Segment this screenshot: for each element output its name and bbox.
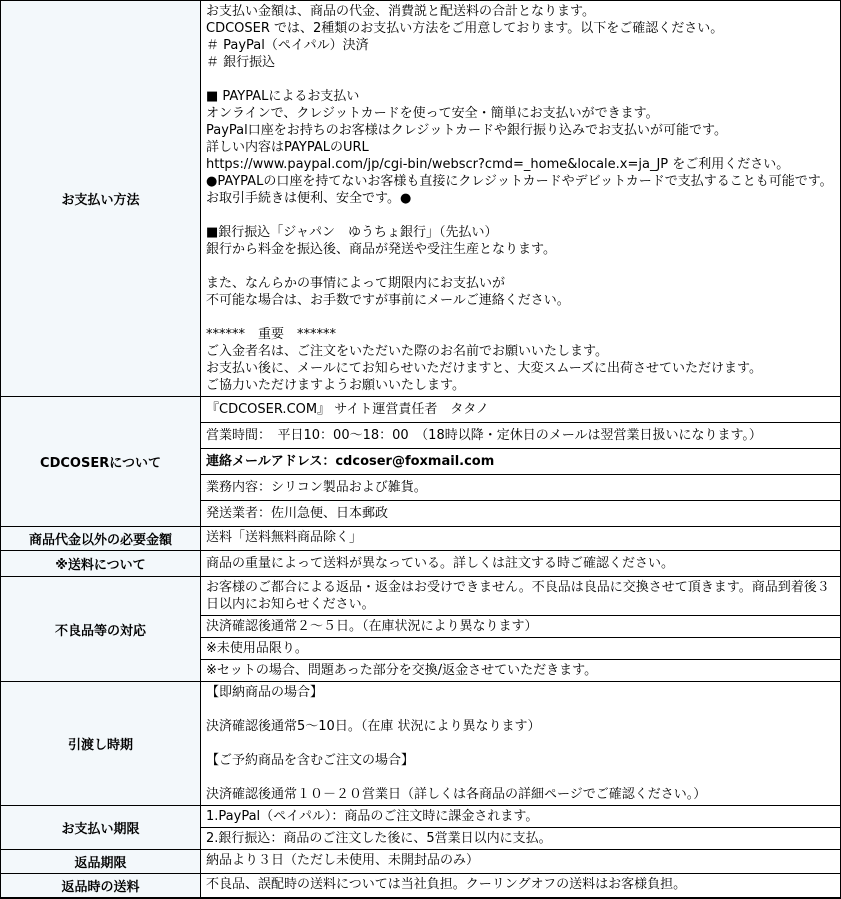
row-content — [201, 397, 840, 526]
text-line: お支払い金額は、商品の代金、消費説と配送料の合計となります。 — [206, 4, 595, 19]
row-header: 引渡し時期 — [1, 682, 201, 805]
row-cell — [201, 874, 840, 897]
text-line: ****** 重要 ****** — [206, 327, 337, 342]
table-row — [1, 850, 840, 874]
table-row — [1, 397, 840, 527]
text-line: 営業時間： 平日10：00～18：00 （18時以降・定休日のメールは翌営業日扱いになります。） — [206, 428, 762, 443]
table-row — [1, 551, 840, 577]
row-header: 不良品等の対応 — [1, 577, 201, 681]
row-content — [201, 577, 840, 681]
text-line: 1.PayPal（ペイパル）：商品のご注文時に課金されます。 — [206, 809, 539, 824]
table-row — [1, 577, 840, 682]
text-line: 不可能な場合は、お手数ですが事前にメールご連絡ください。 — [206, 293, 570, 308]
row-header: お支払い期限 — [1, 806, 201, 849]
text-line: 『CDCOSER.COM』 サイト運営責任者 タタノ — [206, 402, 489, 417]
text-line: 業務内容：シリコン製品および雑貨。 — [206, 480, 427, 495]
row-content — [201, 551, 840, 576]
row-cell — [201, 577, 840, 616]
text-line: ＃ 銀行振込 — [206, 55, 276, 70]
text-line: ■ PAYPALによるお支払い — [206, 89, 360, 104]
table-row — [1, 806, 840, 850]
row-content — [201, 874, 840, 897]
text-line: ご協力いただけますようお願いいたします。 — [206, 378, 465, 393]
row-content — [201, 806, 840, 849]
table-row — [1, 874, 840, 897]
text-line: また、なんらかの事情によって期限内にお支払いが — [206, 276, 506, 291]
text-line: オンラインで、クレジットカードを使って安全・簡単にお支払いができます。 — [206, 106, 659, 121]
text-line: 銀行から料金を振込後、商品が発送や受注生産となります。 — [206, 242, 556, 257]
text-line: 送料「送料無料商品除く」 — [206, 530, 363, 545]
text-line: ＃ PayPal（ペイパル）決済 — [206, 38, 369, 53]
text-line: ●PAYPALの口座を持てないお客様も直接にクレジットカードやデビットカードで支払することも可能です。 — [206, 174, 833, 189]
row-header: お支払い方法 — [1, 1, 201, 396]
text-line: 発送業者：佐川急便、日本郵政 — [206, 506, 389, 521]
row-header: CDCOSERについて — [1, 397, 201, 526]
row-header: ※送料について — [1, 551, 201, 576]
row-cell — [201, 660, 840, 681]
text-line: ※セットの場合、問題あった部分を交換/返金させていただきます。 — [206, 663, 598, 678]
row-cell — [201, 638, 840, 660]
row-cell — [201, 423, 840, 449]
row-cell — [201, 551, 840, 576]
text-line — [206, 309, 835, 326]
text-line: 【即納商品の場合】 — [206, 685, 324, 700]
text-line — [206, 769, 835, 786]
text-line: 商品の重量によって送料が異なっている。詳しくは註文する時ご確認ください。 — [206, 556, 675, 571]
text-line: ※未使用品限り。 — [206, 641, 308, 656]
text-line: 詳しい内容はPAYPALのURL — [206, 140, 369, 155]
row-header: 商品代金以外の必要金額 — [1, 527, 201, 550]
row-header: 返品時の送料 — [1, 874, 201, 897]
row-content — [201, 527, 840, 550]
text-line: 2.銀行振込：商品のご注文した後に、5営業日以内に支払。 — [206, 831, 552, 846]
text-line: CDCOSER では、2種類のお支払い方法をご用意しております。以下をご確認ください。 — [206, 21, 724, 36]
row-content — [201, 682, 840, 805]
text-line: 決済確認後通常5～10日。（在庫 状況により異なります） — [206, 719, 541, 734]
row-cell — [201, 828, 840, 849]
text-line — [206, 701, 835, 718]
text-line: 連絡メールアドレス：cdcoser@foxmail.com — [206, 454, 495, 469]
text-line: https://www.paypal.com/jp/cgi-bin/webscr?cmd=_home&locale.x=ja_JP をご利用ください。 — [206, 157, 790, 172]
row-cell — [201, 397, 840, 423]
text-line: 決済確認後通常２～５日。（在庫状況により異なります） — [206, 619, 538, 634]
row-cell — [201, 475, 840, 501]
text-line — [206, 735, 835, 752]
row-cell — [201, 616, 840, 638]
text-line: 【ご予約商品を含むご注文の場合】 — [206, 753, 415, 768]
table-row — [1, 682, 840, 806]
text-line — [206, 207, 835, 224]
text-line: お支払い後に、メールにてお知らせいただけますと、大変スムーズに出荷させていただけます。 — [206, 361, 763, 376]
text-line: 不良品、誤配時の送料については当社負担。クーリングオフの送料はお客様負担。 — [206, 877, 687, 892]
row-content — [201, 850, 840, 873]
table-row — [1, 1, 840, 397]
row-cell — [201, 682, 840, 805]
text-line — [206, 258, 835, 275]
row-cell — [201, 527, 840, 550]
text-line: PayPal口座をお持ちのお客様はクレジットカードや銀行振り込みでお支払いが可能です。 — [206, 123, 727, 138]
text-line: 決済確認後通常１０－２０営業日（詳しくは各商品の詳細ページでご確認ください。） — [206, 787, 707, 802]
text-line: お客様のご都合による返品・返金はお受けできません。不良品は良品に交換させて頂きます。商品到着後３日以内にお知らせください。 — [206, 580, 830, 612]
text-line: ■銀行振込「ジャパン ゆうちょ銀行」（先払い） — [206, 225, 498, 240]
row-header: 返品期限 — [1, 850, 201, 873]
row-content — [201, 1, 840, 396]
text-line: ご入金者名は、ご注文をいただいた際のお名前でお願いいたします。 — [206, 344, 608, 359]
text-line: お取引手続きは便利、安全です。● — [206, 191, 412, 206]
row-cell — [201, 449, 840, 475]
row-cell — [201, 850, 840, 873]
text-line — [206, 71, 835, 88]
row-cell — [201, 806, 840, 828]
row-cell — [201, 1, 840, 396]
row-cell — [201, 501, 840, 526]
table-row — [1, 527, 840, 551]
text-line: 納品より３日（ただし未使用、未開封品のみ） — [206, 853, 480, 868]
